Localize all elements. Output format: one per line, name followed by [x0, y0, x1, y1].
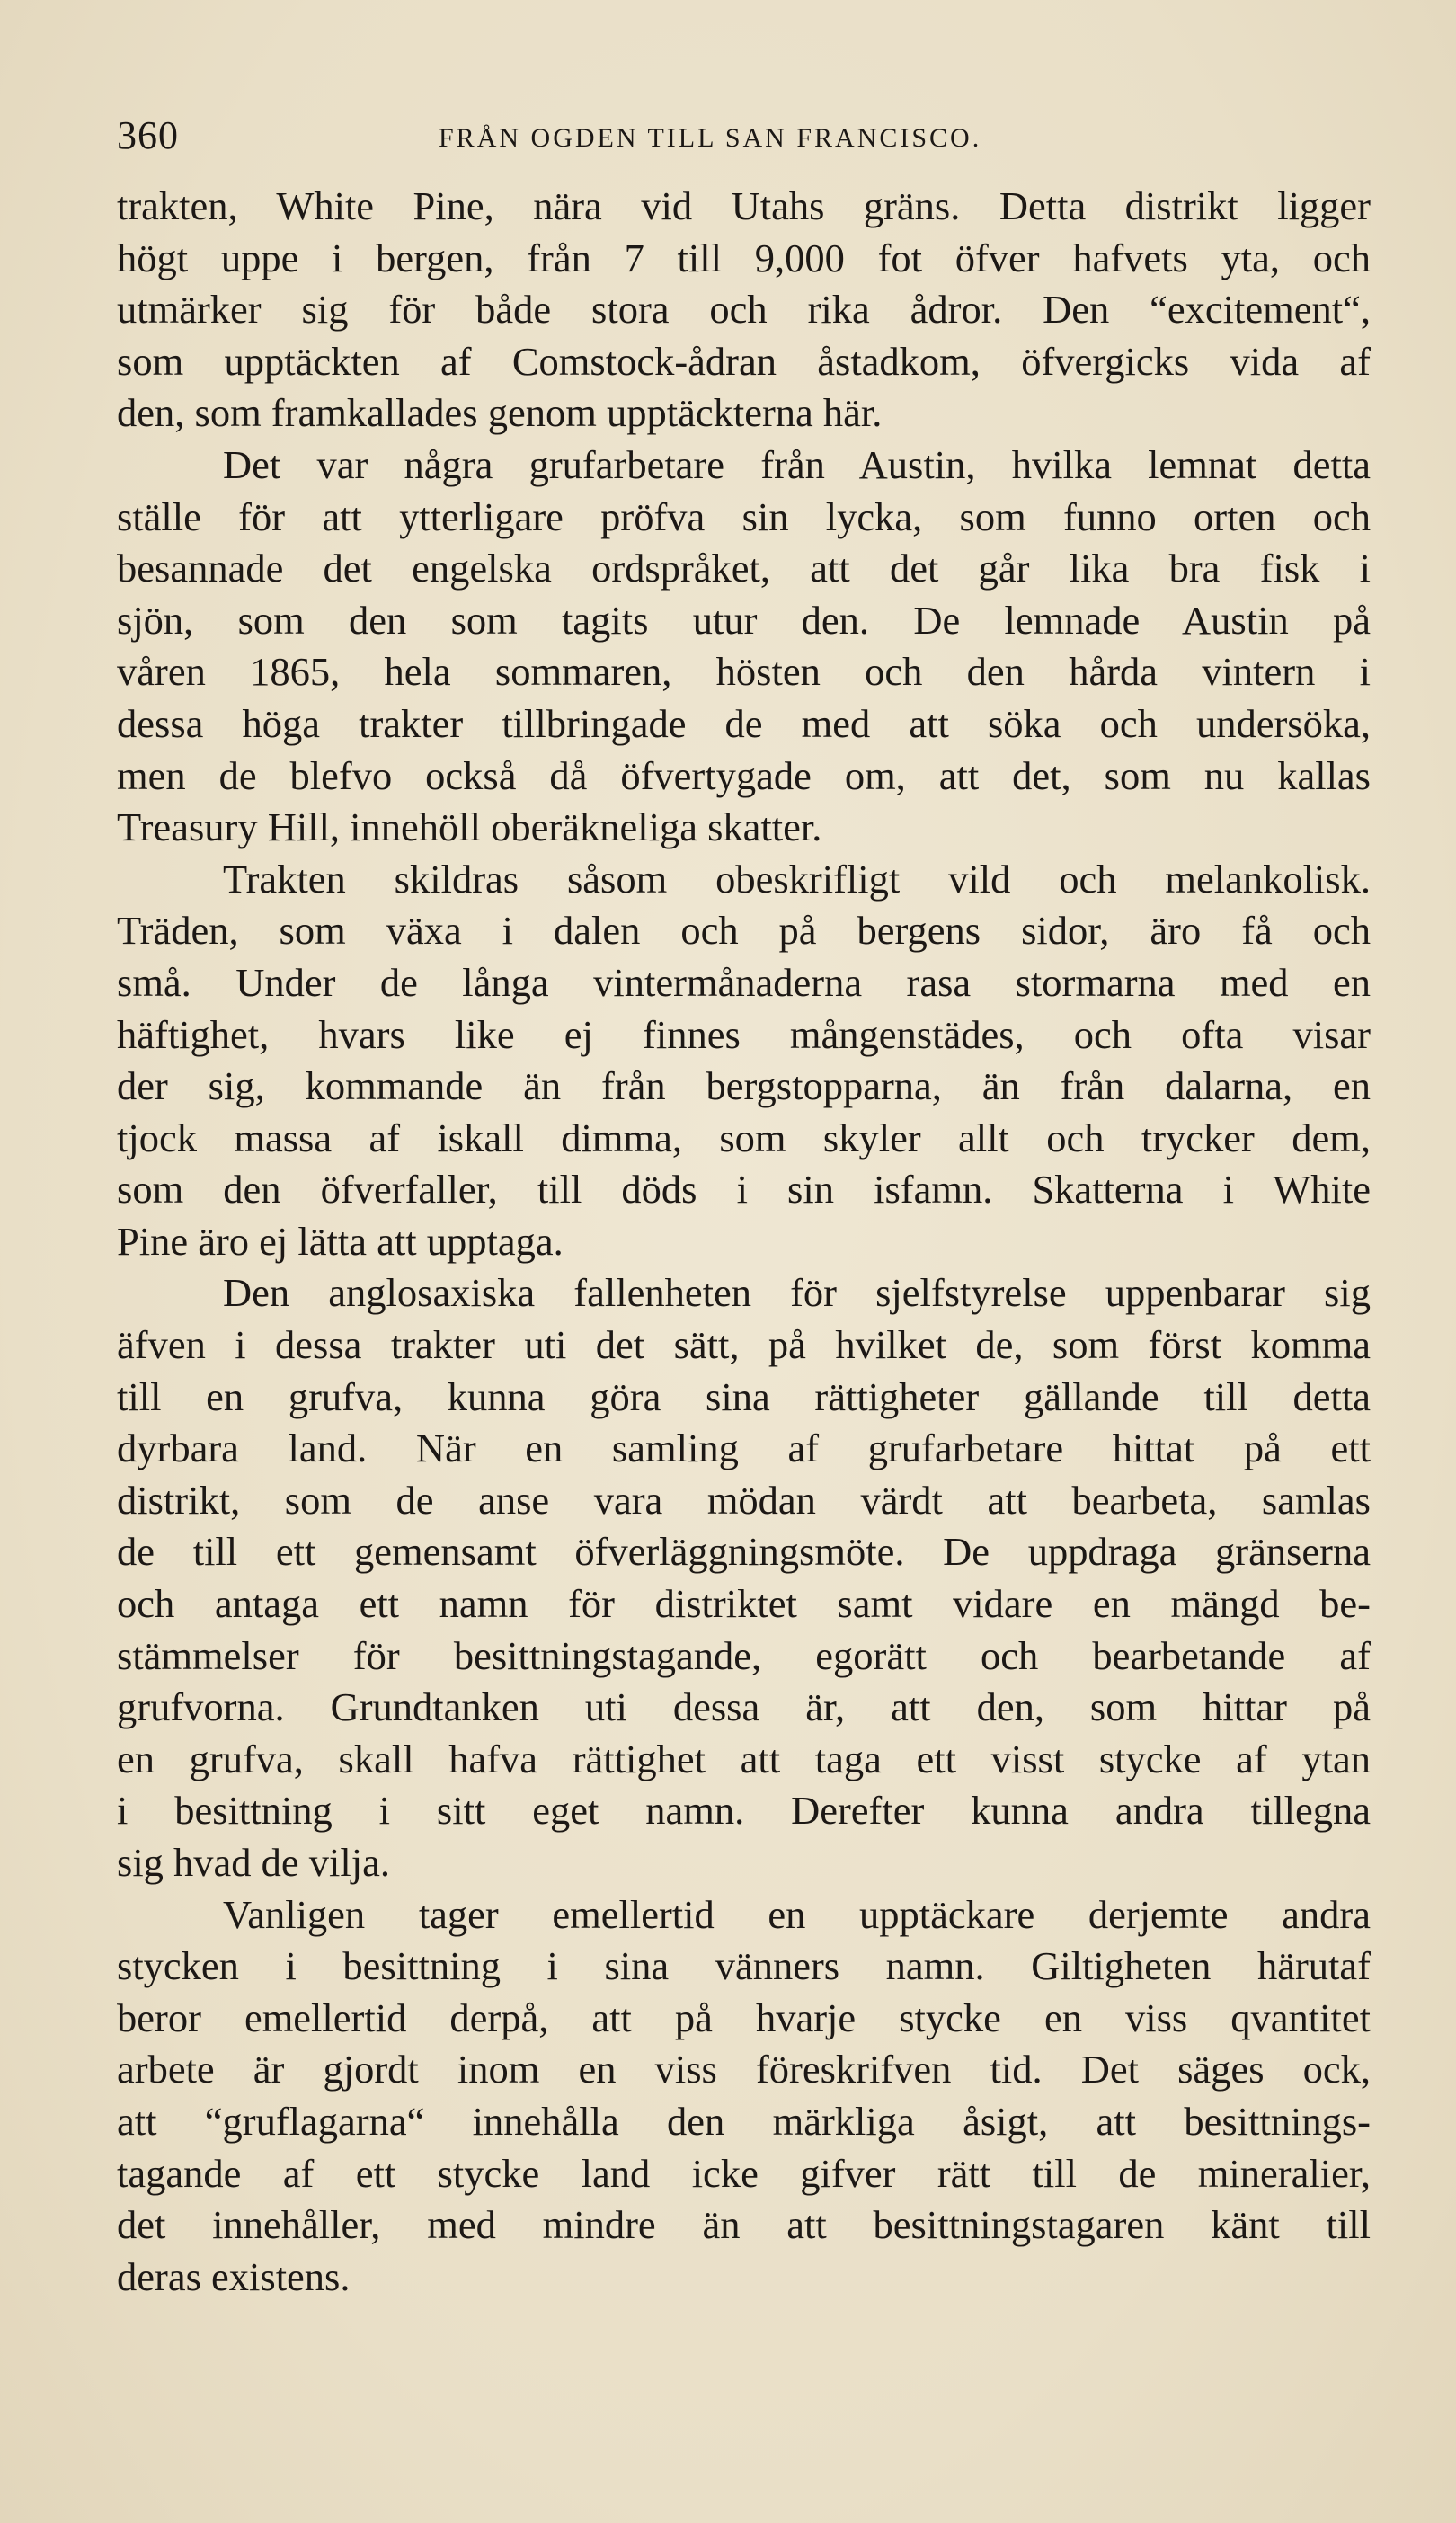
text-line: deras existens.	[117, 2253, 351, 2299]
running-title: FRÅN OGDEN TILL SAN FRANCISCO.	[439, 123, 982, 153]
text-line: som upptäckten af Comstock-ådran åstadkom, öfvergicks vida af	[117, 338, 1371, 384]
text-line: sjön, som den som tagits utur den. De lemnade Austin på	[117, 597, 1371, 643]
text-line: till en grufva, kunna göra sina rättigheter gällande till detta	[117, 1373, 1371, 1419]
text-line: små. Under de långa vintermånaderna rasa stormarna med en	[117, 959, 1371, 1005]
text-line: Den anglosaxiska fallenheten för sjelfstyrelse uppenbarar sig	[223, 1270, 1371, 1316]
page-number: 360	[117, 113, 179, 157]
text-line: Pine äro ej lätta att upptaga.	[117, 1218, 564, 1264]
text-line: arbete är gjordt inom en viss föreskrifven tid. Det säges ock,	[117, 2047, 1371, 2092]
text-line: det innehåller, med mindre än att besittningstagaren känt till	[117, 2202, 1371, 2248]
text-line: som den öfverfaller, till döds i sin isfamn. Skatterna i White	[117, 1167, 1371, 1213]
text-line: häftighet, hvars like ej finnes mångenstädes, och ofta visar	[117, 1011, 1371, 1057]
text-line: våren 1865, hela sommaren, hösten och den hårda vintern i	[117, 649, 1371, 695]
text-line: att “gruflagarna“ innehålla den märkliga åsigt, att besittnings-	[117, 2098, 1371, 2144]
paragraph	[117, 181, 1371, 440]
text-line: tagande af ett stycke land icke gifver rätt till de mineralier,	[117, 2150, 1371, 2196]
text-line: tjock massa af iskall dimma, som skyler allt och trycker dem,	[117, 1115, 1371, 1160]
text-line: Vanligen tager emellertid en upptäckare derjemte andra	[223, 1891, 1371, 1937]
paragraph	[117, 854, 1371, 1268]
text-line: och antaga ett namn för distriktet samt vidare en mängd be-	[117, 1581, 1371, 1627]
text-line: beror emellertid derpå, att på hvarje stycke en viss qvantitet	[117, 1994, 1371, 2040]
page-header	[117, 112, 1371, 166]
text-line: der sig, kommande än från bergstopparna, än från dalarna, en	[117, 1063, 1371, 1109]
paragraph	[117, 440, 1371, 854]
text-line: Det var några grufarbetare från Austin, hvilka lemnat detta	[223, 441, 1371, 487]
paragraph	[117, 1267, 1371, 1888]
text-line: stämmelser för besittningstagande, egorätt och bearbetande af	[117, 1632, 1371, 1678]
text-line: de till ett gemensamt öfverläggningsmöte. De uppdraga gränserna	[117, 1529, 1371, 1575]
paragraph	[117, 1889, 1371, 2304]
text-line: dessa höga trakter tillbringade de med att söka och undersöka,	[117, 700, 1371, 746]
text-line: den, som framkallades genom upptäckterna här.	[117, 390, 883, 436]
text-line: Treasury Hill, innehöll oberäkneliga skatter.	[117, 804, 822, 850]
body-text	[117, 181, 1371, 2303]
text-line: men de blefvo också då öfvertygade om, att det, som nu kallas	[117, 752, 1371, 798]
text-line: högt uppe i bergen, från 7 till 9,000 fot öfver hafvets yta, och	[117, 235, 1371, 280]
text-line: distrikt, som de anse vara mödan värdt att bearbeta, samlas	[117, 1477, 1371, 1523]
text-line: äfven i dessa trakter uti det sätt, på hvilket de, som först komma	[117, 1322, 1371, 1368]
text-line: en grufva, skall hafva rättighet att taga ett visst stycke af ytan	[117, 1736, 1371, 1781]
text-line: stycken i besittning i sina vänners namn. Giltigheten härutaf	[117, 1943, 1371, 1989]
text-line: grufvorna. Grundtanken uti dessa är, att den, som hittar på	[117, 1684, 1371, 1730]
text-line: sig hvad de vilja.	[117, 1840, 391, 1885]
text-line: Träden, som växa i dalen och på bergens sidor, äro få och	[117, 908, 1371, 954]
text-line: Trakten skildras såsom obeskrifligt vild och melankolisk.	[223, 856, 1371, 902]
text-line: i besittning i sitt eget namn. Derefter kunna andra tillegna	[117, 1788, 1371, 1834]
text-line: trakten, White Pine, nära vid Utahs gräns. Detta distrikt ligger	[117, 183, 1371, 228]
text-line: dyrbara land. När en samling af grufarbetare hittat på ett	[117, 1426, 1371, 1471]
text-line: besannade det engelska ordspråket, att det går lika bra fisk i	[117, 546, 1371, 591]
text-line: utmärker sig för både stora och rika ådror. Den “excitement“,	[117, 287, 1371, 333]
text-line: ställe för att ytterligare pröfva sin lycka, som funno orten och	[117, 493, 1371, 539]
